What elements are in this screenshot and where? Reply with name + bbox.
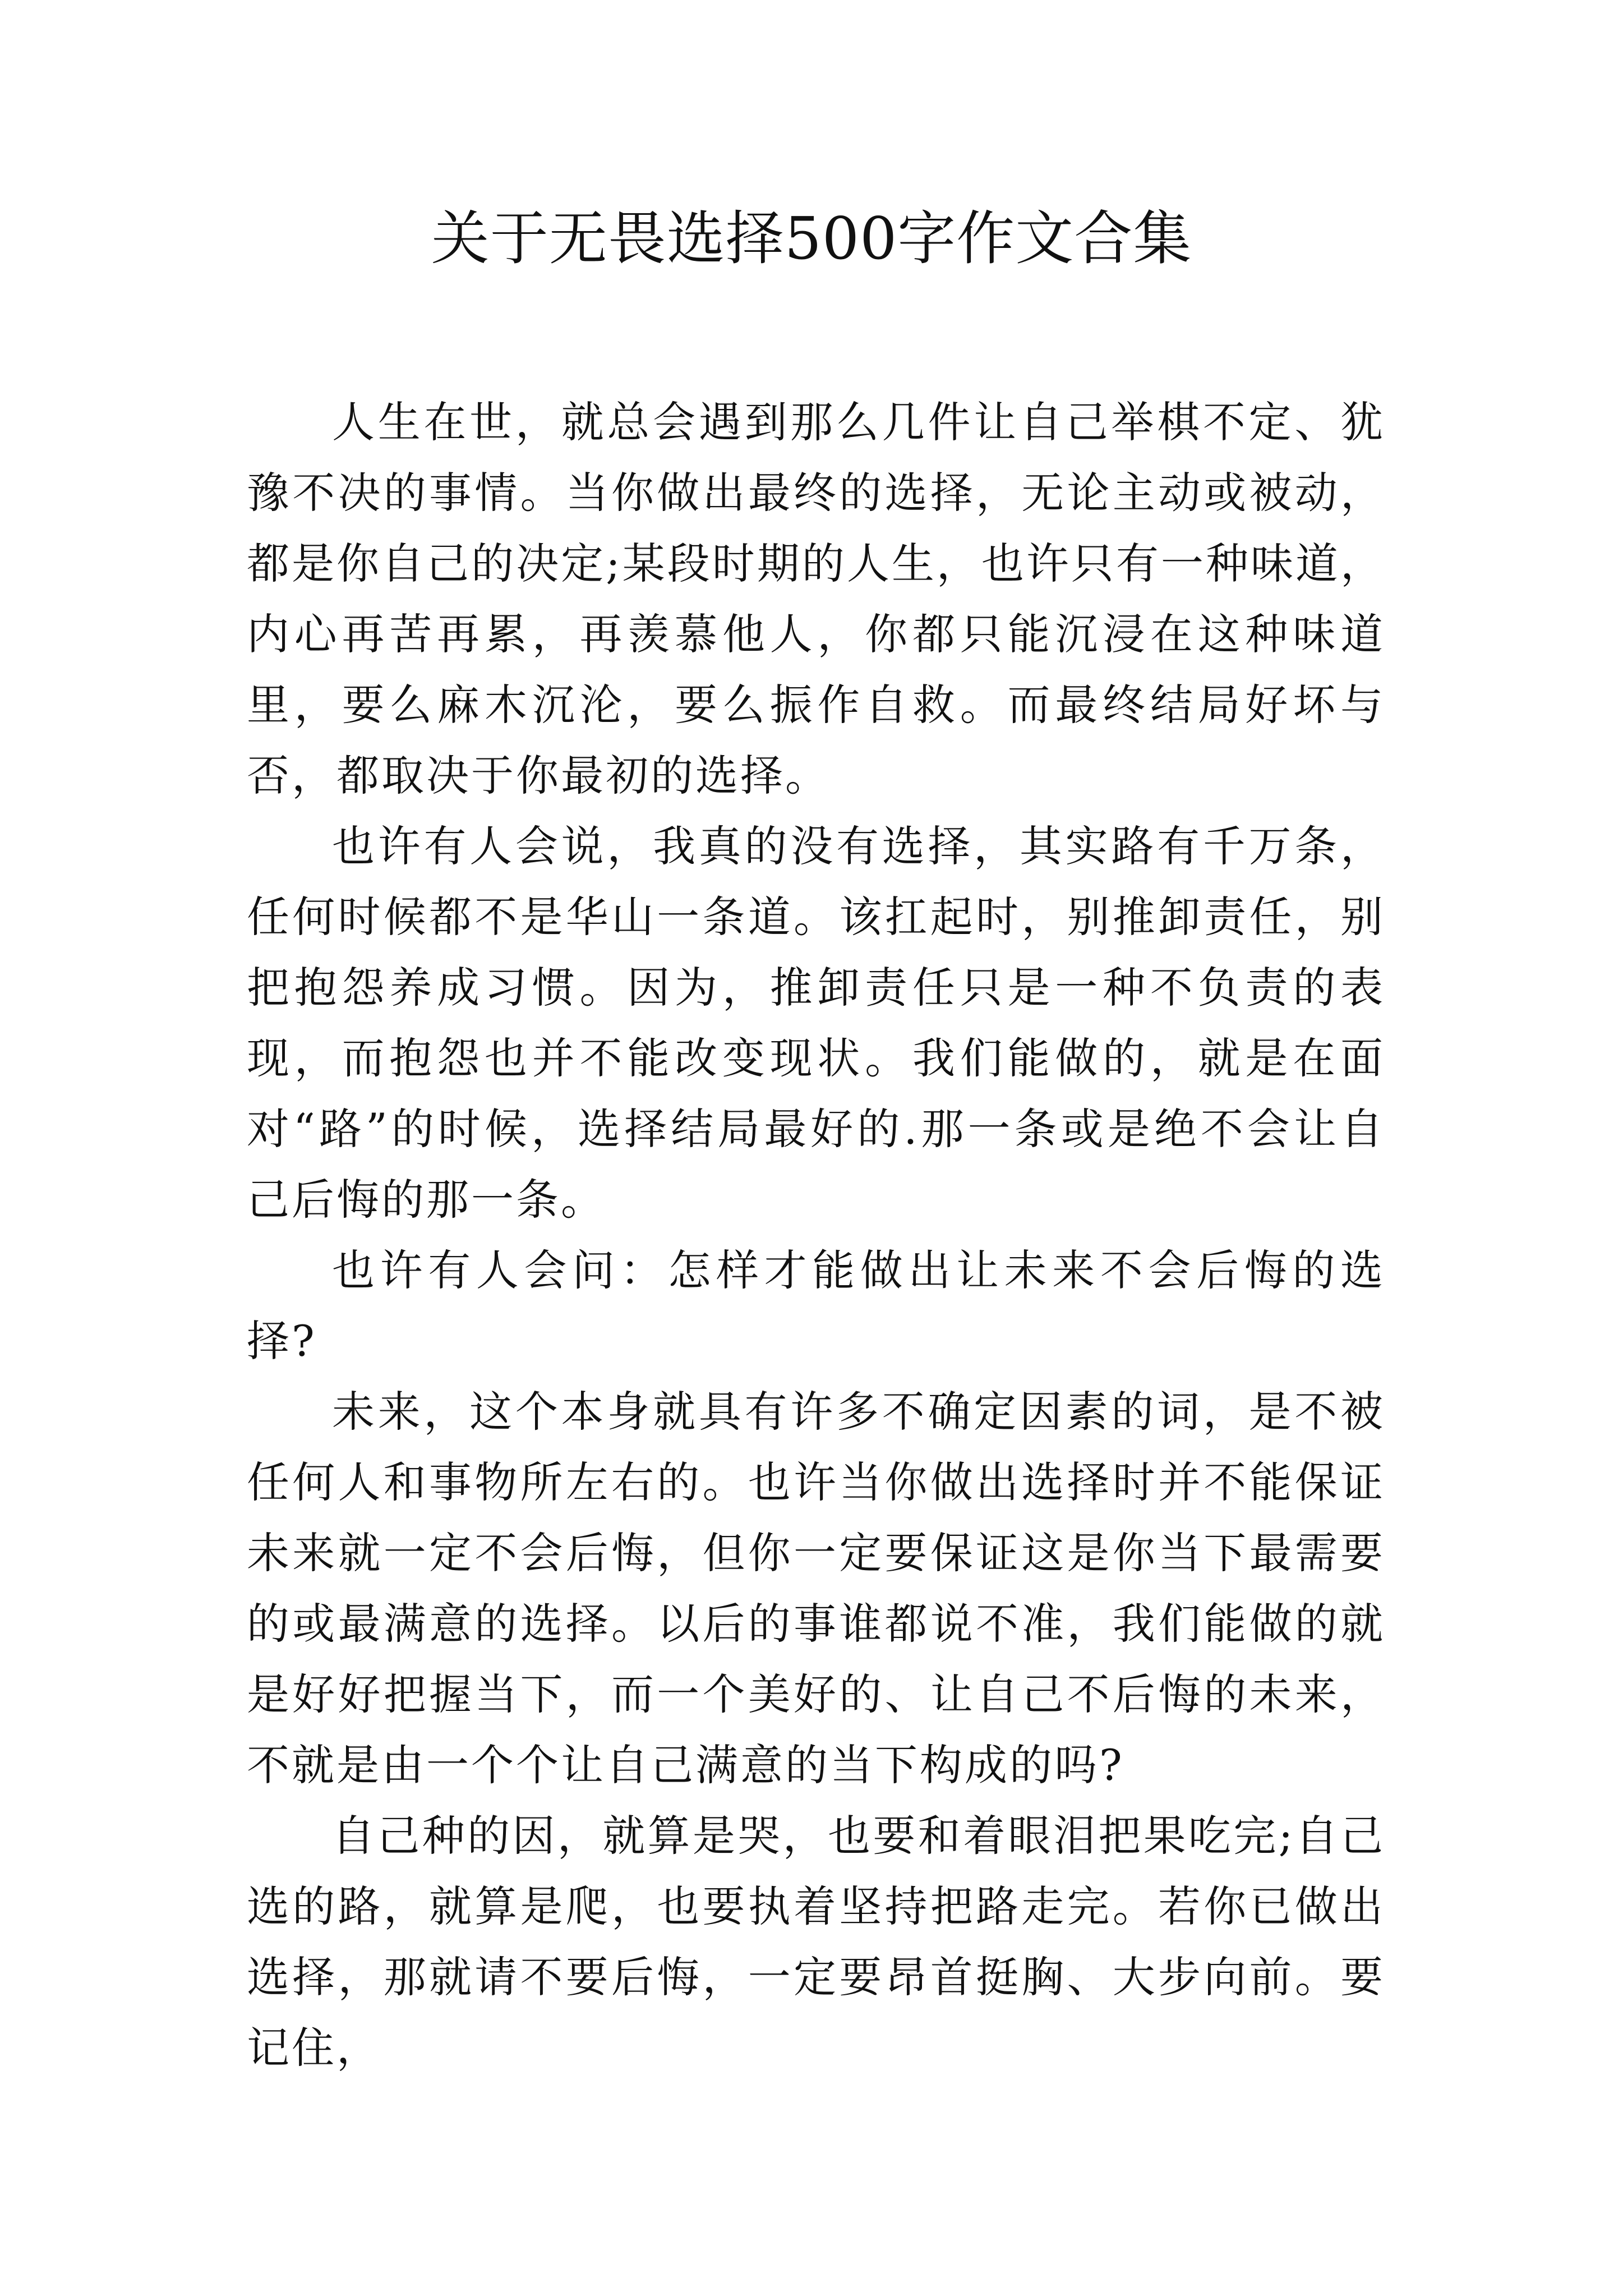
paragraph-1: 人生在世，就总会遇到那么几件让自己举棋不定、犹豫不决的事情。当你做出最终的选择，无论主动或被动，都是你自己的决定;某段时期的人生，也许只有一种味道，内心再苦再累，再羡慕他人，你都只能沉浸在这种味道里，要么麻木沉沦，要么振作自救。而最终结局好坏与否，都取决于你最初的选择。	[247, 397, 1385, 800]
paragraph-4: 未来，这个本身就具有许多不确定因素的词，是不被任何人和事物所左右的。也许当你做出选择时并不能保证未来就一定不会后悔，但你一定要保证这是你当下最需要的或最满意的选择。以后的事谁都说不准，我们能做的就是好好把握当下，而一个美好的、让自己不后悔的未来，不就是由一个个让自己满意的当下构成的吗?	[247, 1387, 1385, 1790]
paragraph-3: 也许有人会问：怎样才能做出让未来不会后悔的选择?	[247, 1245, 1385, 1366]
paragraph-2: 也许有人会说，我真的没有选择，其实路有千万条，任何时候都不是华山一条道。该扛起时，别推卸责任，别把抱怨养成习惯。因为，推卸责任只是一种不负责的表现，而抱怨也并不能改变现状。我们能做的，就是在面对“路”的时候，选择结局最好的.那一条或是绝不会让自己后悔的那一条。	[247, 821, 1385, 1225]
document-body	[247, 387, 1385, 2083]
document-title: 关于无畏选择500字作文合集	[431, 204, 1192, 273]
paragraph-5: 自己种的因，就算是哭，也要和着眼泪把果吃完;自己选的路，就算是爬，也要执着坚持把路走完。若你已做出选择，那就请不要后悔，一定要昂首挺胸、大步向前。要记住，	[247, 1811, 1385, 2073]
